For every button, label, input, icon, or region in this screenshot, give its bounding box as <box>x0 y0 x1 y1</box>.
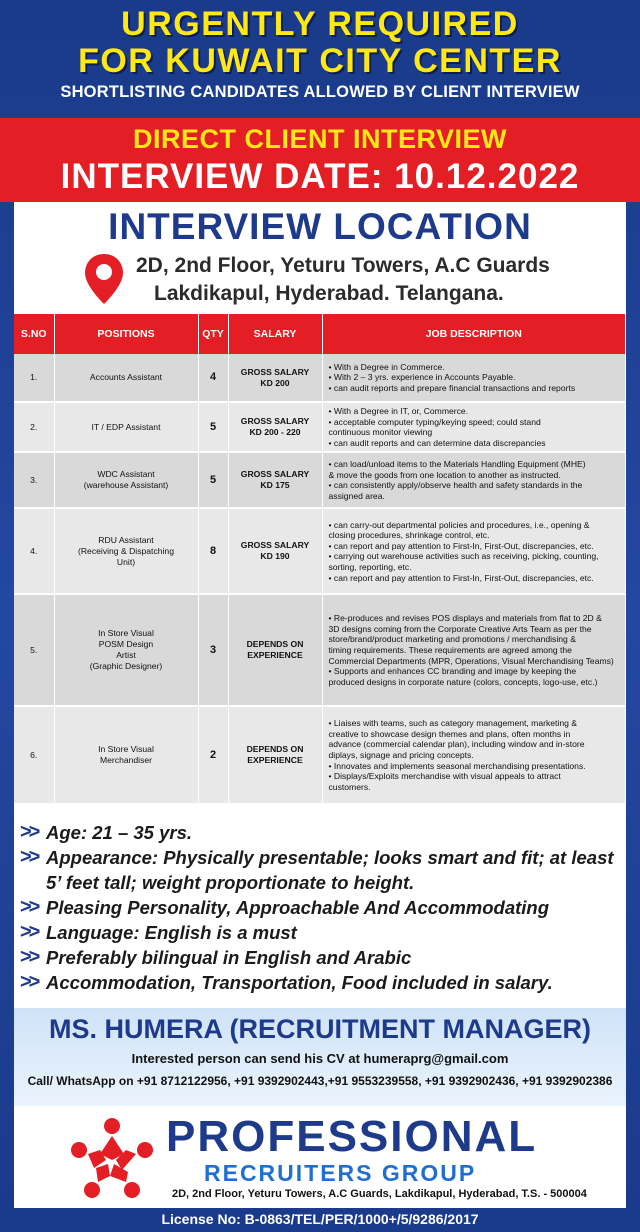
cell-line: & move the goods from one location to another as instructed. <box>328 469 561 480</box>
cell-line: POSM Design <box>98 639 154 650</box>
cv-email-line: Interested person can send his CV at humeraprg@gmail.com <box>131 1051 509 1066</box>
cell-line: advance (commercial calendar plan), including window and in-store <box>328 739 585 750</box>
cell-qty: 3 <box>198 594 228 706</box>
cell-salary <box>228 354 322 402</box>
company-name-line2: RECRUITERS GROUP <box>204 1160 477 1186</box>
recruitment-manager-name: MS. HUMERA (RECRUITMENT MANAGER) <box>49 1014 591 1044</box>
requirement-item: >> Preferably bilingual in English and Arabic <box>20 946 412 968</box>
cell-line: Commercial Departments (MPR, Operations, Visual Merchandising Teams) <box>328 655 614 666</box>
cell-position <box>54 594 198 706</box>
cell-job-description <box>322 402 626 452</box>
cell-job-description <box>322 452 626 508</box>
cell-job-description <box>322 354 626 402</box>
cell-position <box>54 706 198 804</box>
cell-line: • Liaises with teams, such as category management, marketing & <box>328 718 578 729</box>
positions-table-container <box>14 314 626 810</box>
cell-line: • Innovates and implements seasonal merchandising presentations. <box>328 760 586 771</box>
cell-line: (Receiving & Dispatching <box>77 545 174 556</box>
cell-line: (Graphic Designer) <box>89 661 163 672</box>
header-salary: SALARY <box>228 314 322 354</box>
cell-sno: 4. <box>14 508 54 594</box>
cell-salary <box>228 402 322 452</box>
cell-line: IT / EDP Assistant <box>91 421 161 432</box>
cell-line: assigned area. <box>328 490 385 501</box>
cell-line: EXPERIENCE <box>247 650 303 661</box>
cell-salary <box>228 594 322 706</box>
direct-interview-label: DIRECT CLIENT INTERVIEW <box>132 124 507 154</box>
positions-table <box>14 314 626 805</box>
cell-sno: 5. <box>14 594 54 706</box>
cell-line: EXPERIENCE <box>247 755 303 766</box>
phone-numbers-line: Call/ WhatsApp on +91 8712122956, +91 9392902443,+91 9553239558, +91 9392902436, +91 9392902386 <box>27 1074 613 1088</box>
cell-line: • carrying out warehouse activities such as receiving, picking, counting, <box>328 551 599 562</box>
cell-qty: 4 <box>198 354 228 402</box>
cell-salary <box>228 508 322 594</box>
cell-line: produced designs in corporate nature (colors, concepts, logo-use, etc.) <box>328 676 598 687</box>
header-job-description: JOB DESCRIPTION <box>322 314 626 354</box>
cell-position <box>54 354 198 402</box>
cell-line: • Supports and enhances CC branding and image by keeping the <box>328 666 577 677</box>
cell-line: creative to showcase design themes and plans, often months in <box>328 728 571 739</box>
location-address-line2: Lakdikapul, Hyderabad. Telangana. <box>154 282 504 305</box>
cell-line: In Store Visual <box>98 744 154 755</box>
location-address-line1: 2D, 2nd Floor, Yeturu Towers, A.C Guards <box>136 254 550 277</box>
header-qty: QTY <box>198 314 228 354</box>
cell-qty: 8 <box>198 508 228 594</box>
cell-line: KD 200 <box>260 377 290 388</box>
cell-line: GROSS SALARY <box>240 366 310 377</box>
cell-line: • can audit reports and prepare financial transactions and reports <box>328 382 576 393</box>
cell-sno: 2. <box>14 402 54 452</box>
table-row <box>14 402 626 452</box>
double-chevron-icon: >> <box>20 846 38 868</box>
cell-line: DEPENDS ON <box>246 639 304 650</box>
cell-line: • acceptable computer typing/keying speed; could stand <box>328 416 541 427</box>
table-row <box>14 594 626 706</box>
interview-banner <box>0 118 640 202</box>
cell-line: • can load/unload items to the Materials Handling Equipment (MHE) <box>328 459 586 470</box>
cell-line: store/brand/product marketing and promotions / merchandising & <box>328 634 576 645</box>
cell-line: GROSS SALARY <box>240 469 310 480</box>
cell-line: • Re-produces and revises POS displays and materials from flat to 2D & <box>328 613 602 624</box>
cell-line: KD 190 <box>260 551 290 562</box>
requirement-item: >> Pleasing Personality, Approachable And Accommodating <box>20 896 550 918</box>
cell-line: • With a Degree in IT, or, Commerce. <box>328 406 469 416</box>
headline-location: FOR KUWAIT CITY CENTER <box>78 42 562 80</box>
cell-line: • can audit reports and can determine data discrepancies <box>328 437 546 448</box>
table-row <box>14 706 626 804</box>
cell-sno: 3. <box>14 452 54 508</box>
license-number: License No: B-0863/TEL/PER/1000+/5/9286/2017 <box>161 1211 479 1227</box>
double-chevron-icon: >> <box>20 921 38 943</box>
table-row <box>14 354 626 402</box>
cell-line: Merchandiser <box>99 755 153 766</box>
cell-line: • can report and pay attention to First-In, First-Out, discrepancies, etc. <box>328 540 594 551</box>
cell-line: diplays, signage and pricing concepts. <box>328 750 474 761</box>
requirement-item: >> Appearance: Physically presentable; looks smart and fit; at least 5’ feet tall; weight proportionate to height. <box>20 846 614 893</box>
cell-line: Artist <box>116 650 136 661</box>
company-name-line1: PROFESSIONAL <box>166 1112 538 1161</box>
cell-job-description <box>322 508 626 594</box>
cell-sno: 6. <box>14 706 54 804</box>
header <box>0 0 640 118</box>
cell-position <box>54 402 198 452</box>
requirement-item: >> Age: 21 – 35 yrs. <box>20 821 193 843</box>
requirement-item: >> Accommodation, Transportation, Food included in salary. <box>20 971 553 993</box>
headline-urgent: URGENTLY REQUIRED <box>121 5 519 43</box>
company-logo-icon <box>66 1114 158 1206</box>
double-chevron-icon: >> <box>20 971 38 993</box>
cell-line: sorting, reporting, etc. <box>328 561 412 572</box>
double-chevron-icon: >> <box>20 821 38 843</box>
contact-box <box>14 1008 626 1106</box>
cell-line: In Store Visual <box>98 628 154 639</box>
cell-line: RDU Assistant <box>98 534 154 545</box>
cell-line: DEPENDS ON <box>246 744 304 755</box>
cell-line: Accounts Assistant <box>89 372 163 382</box>
requirements-list <box>14 810 626 1008</box>
header-sno: S.NO <box>14 314 54 354</box>
interview-location-box <box>14 202 626 314</box>
cell-line: • With 2 – 3 yrs. experience in Accounts Payable. <box>328 372 516 383</box>
cell-line: KD 200 - 220 <box>249 427 301 438</box>
table-row <box>14 452 626 508</box>
table-row <box>14 508 626 594</box>
cell-line: • can carry-out departmental policies and procedures, i.e., opening & <box>328 519 590 530</box>
cell-line: closing procedures, shrinkage control, etc. <box>328 530 490 541</box>
interview-date: INTERVIEW DATE: 10.12.2022 <box>60 157 580 196</box>
cell-salary <box>228 452 322 508</box>
cell-qty: 2 <box>198 706 228 804</box>
company-address: 2D, 2nd Floor, Yeturu Towers, A.C Guards, Lakdikapul, Hyderabad, T.S. - 500004 <box>172 1188 587 1200</box>
cell-job-description <box>322 706 626 804</box>
location-title: INTERVIEW LOCATION <box>108 206 532 247</box>
cell-line: • can consistently apply/observe health and safety standards in the <box>328 480 583 491</box>
cell-qty: 5 <box>198 452 228 508</box>
cell-position <box>54 452 198 508</box>
cell-line: timing requirements. These requirements are agreed among the <box>328 645 572 656</box>
double-chevron-icon: >> <box>20 896 38 918</box>
cell-qty: 5 <box>198 402 228 452</box>
cell-line: (warehouse Assistant) <box>83 480 169 491</box>
cell-line: WDC Assistant <box>97 469 155 480</box>
table-header-row <box>14 314 626 354</box>
cell-line: Unit) <box>116 556 136 567</box>
cell-job-description <box>322 594 626 706</box>
cell-line: continuous monitor viewing <box>328 427 433 438</box>
cell-line: • can report and pay attention to First-In, First-Out, discrepancies, etc. <box>328 572 594 583</box>
company-footer <box>14 1106 626 1208</box>
requirement-item: >> Language: English is a must <box>20 921 297 943</box>
cell-line: GROSS SALARY <box>240 540 310 551</box>
headline-shortlisting: SHORTLISTING CANDIDATES ALLOWED BY CLIENT INTERVIEW <box>60 83 580 101</box>
cell-position <box>54 508 198 594</box>
location-pin-icon <box>82 252 126 306</box>
cell-line: KD 175 <box>260 480 290 491</box>
cell-line: customers. <box>328 781 371 792</box>
cell-line: • Displays/Exploits merchandise with visual appeals to attract <box>328 771 561 782</box>
cell-sno: 1. <box>14 354 54 402</box>
double-chevron-icon: >> <box>20 946 38 968</box>
cell-line: GROSS SALARY <box>240 416 310 427</box>
cell-line: 3D designs coming from the Corporate Creative Arts Team as per the <box>328 623 592 634</box>
cell-salary <box>228 706 322 804</box>
header-positions: POSITIONS <box>54 314 198 354</box>
cell-line: • With a Degree in Commerce. <box>328 361 445 372</box>
